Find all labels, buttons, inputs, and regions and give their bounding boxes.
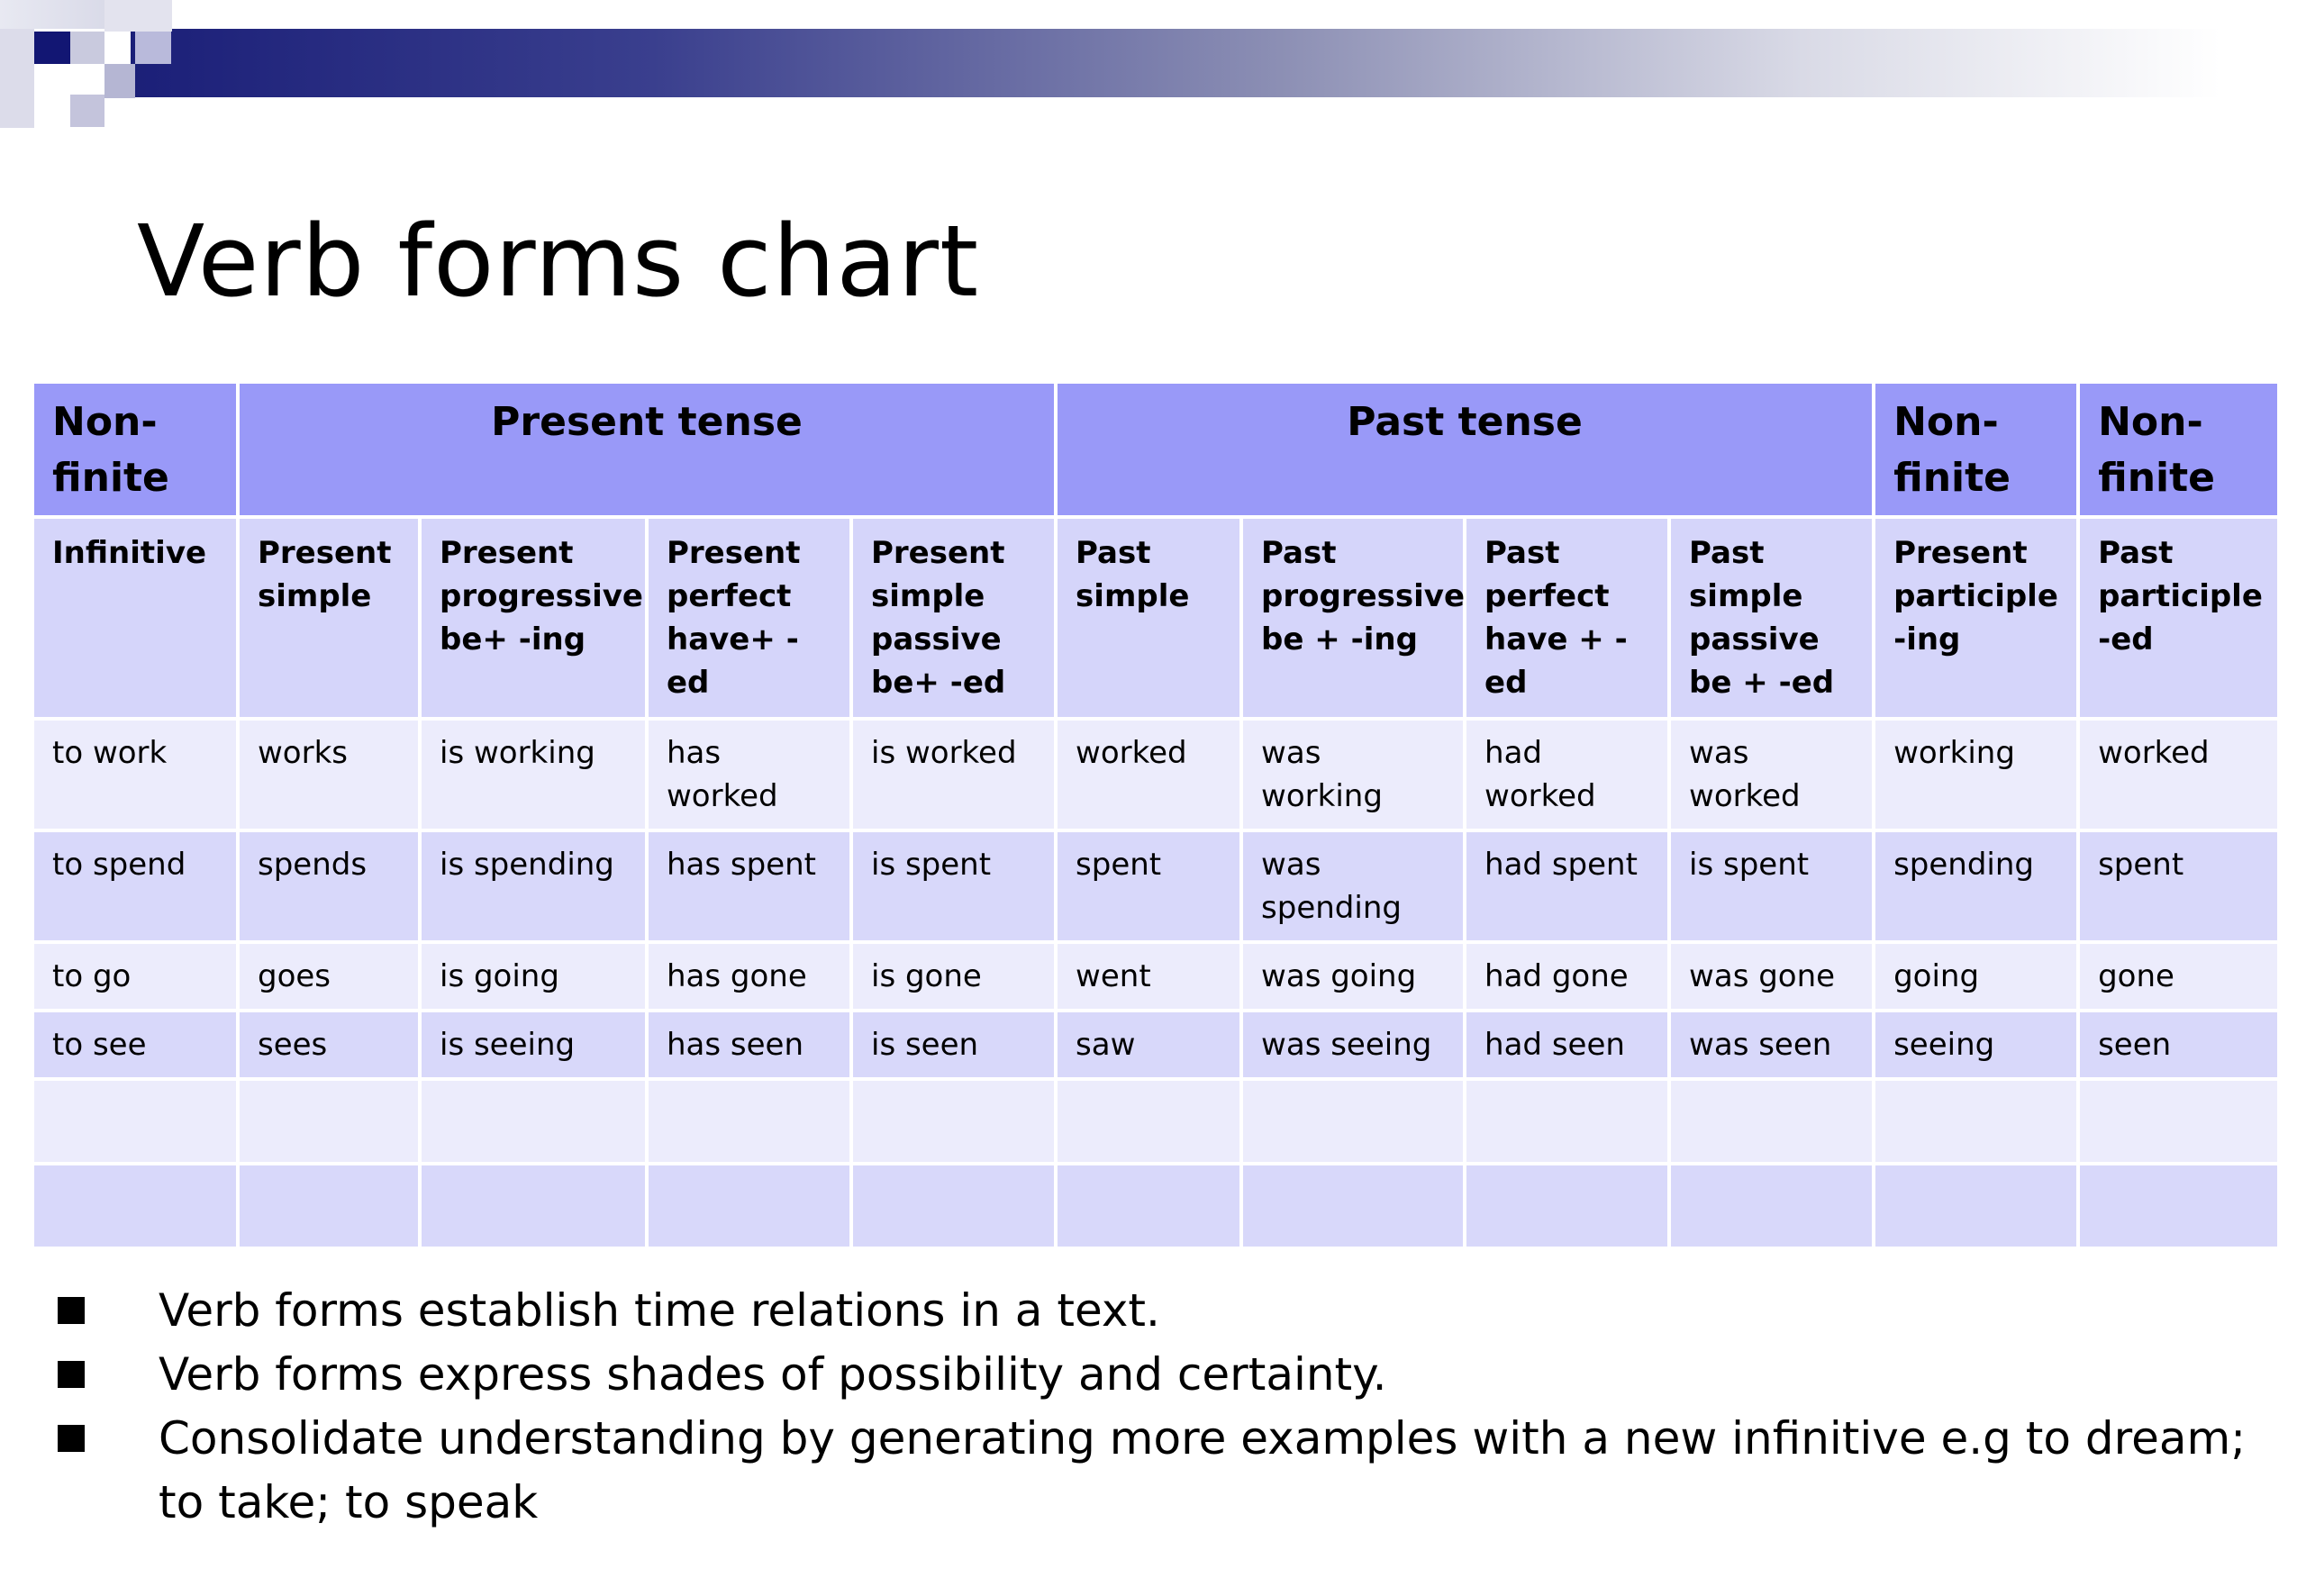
empty-table-cell	[420, 1079, 647, 1164]
table-cell: had spent	[1465, 830, 1669, 942]
table-cell: is worked	[851, 719, 1056, 830]
table-cell: is working	[420, 719, 647, 830]
empty-table-cell	[851, 1164, 1056, 1248]
bullet-text: Verb forms express shades of possibility and certainty.	[159, 1348, 1387, 1401]
table-cell: went	[1056, 942, 1241, 1011]
column-header-cell: Present progressive be+ -ing	[420, 517, 647, 719]
column-header-row	[32, 517, 2279, 719]
empty-table-cell	[1056, 1079, 1241, 1164]
empty-table-cell	[1874, 1164, 2078, 1248]
banner-square	[104, 0, 172, 32]
table-cell: seeing	[1874, 1011, 2078, 1079]
banner-square	[70, 32, 104, 64]
table-cell: has seen	[647, 1011, 851, 1079]
table-cell: has worked	[647, 719, 851, 830]
table-cell: seen	[2078, 1011, 2279, 1079]
table-cell: to work	[32, 719, 238, 830]
bullet-item	[52, 1407, 2268, 1535]
table-cell: was seen	[1669, 1011, 1874, 1079]
table-cell: spent	[1056, 830, 1241, 942]
empty-table-cell	[32, 1164, 238, 1248]
bullet-text: Consolidate understanding by generating more examples with a new infinitive e.g to dream; to take; to speak	[159, 1412, 2247, 1528]
table-row	[32, 1011, 2279, 1079]
column-header-cell: Present perfect have+ -ed	[647, 517, 851, 719]
square-bullet-icon	[58, 1425, 85, 1452]
table-cell: sees	[238, 1011, 420, 1079]
verb-forms-table	[31, 380, 2281, 1250]
table-cell: was spending	[1241, 830, 1465, 942]
empty-table-cell	[2078, 1164, 2279, 1248]
empty-table-cell	[1669, 1079, 1874, 1164]
table-body	[32, 719, 2279, 1248]
column-header-cell: Past perfect have + -ed	[1465, 517, 1669, 719]
table-cell: works	[238, 719, 420, 830]
empty-table-cell	[2078, 1079, 2279, 1164]
empty-table-cell	[238, 1079, 420, 1164]
table-cell: goes	[238, 942, 420, 1011]
empty-table-row	[32, 1079, 2279, 1164]
table-cell: was worked	[1669, 719, 1874, 830]
table-cell: was going	[1241, 942, 1465, 1011]
column-header-cell: Infinitive	[32, 517, 238, 719]
table-cell: spent	[2078, 830, 2279, 942]
table-cell: has spent	[647, 830, 851, 942]
empty-table-cell	[238, 1164, 420, 1248]
group-header-row	[32, 382, 2279, 517]
table-cell: had gone	[1465, 942, 1669, 1011]
table-cell: is seen	[851, 1011, 1056, 1079]
table-cell: worked	[1056, 719, 1241, 830]
bullet-list	[52, 1279, 2268, 1535]
column-header-cell: Present simple passive be+ -ed	[851, 517, 1056, 719]
table-cell: had worked	[1465, 719, 1669, 830]
table-cell: was seeing	[1241, 1011, 1465, 1079]
empty-table-cell	[1056, 1164, 1241, 1248]
column-header-cell: Past simple	[1056, 517, 1241, 719]
bullet-text: Verb forms establish time relations in a text.	[159, 1284, 1160, 1337]
banner-square	[34, 32, 70, 64]
empty-table-cell	[647, 1079, 851, 1164]
table-cell: gone	[2078, 942, 2279, 1011]
group-header-cell: Non- finite	[2078, 382, 2279, 517]
table-cell: to see	[32, 1011, 238, 1079]
group-header-cell: Present tense	[238, 382, 1056, 517]
column-header-cell: Past participle -ed	[2078, 517, 2279, 719]
table-cell: to spend	[32, 830, 238, 942]
empty-table-cell	[32, 1079, 238, 1164]
banner-square	[135, 32, 171, 64]
group-header-cell: Past tense	[1056, 382, 1874, 517]
table-row	[32, 942, 2279, 1011]
table-cell: going	[1874, 942, 2078, 1011]
table-cell: is gone	[851, 942, 1056, 1011]
empty-table-cell	[851, 1079, 1056, 1164]
banner-gradient-bar	[131, 29, 2220, 97]
table-cell: was working	[1241, 719, 1465, 830]
column-header-cell: Present simple	[238, 517, 420, 719]
table-cell: spending	[1874, 830, 2078, 942]
group-header-cell: Non- finite	[32, 382, 238, 517]
empty-table-cell	[420, 1164, 647, 1248]
table-cell: spends	[238, 830, 420, 942]
table-cell: worked	[2078, 719, 2279, 830]
table-cell: was gone	[1669, 942, 1874, 1011]
empty-table-cell	[647, 1164, 851, 1248]
column-header-cell: Past progressive be + -ing	[1241, 517, 1465, 719]
table-row	[32, 830, 2279, 942]
table-cell: is spent	[851, 830, 1056, 942]
table-cell: had seen	[1465, 1011, 1669, 1079]
banner-square	[104, 64, 135, 98]
empty-table-cell	[1874, 1079, 2078, 1164]
empty-table-cell	[1241, 1164, 1465, 1248]
table-cell: is spent	[1669, 830, 1874, 942]
empty-table-cell	[1465, 1079, 1669, 1164]
column-header-cell: Past simple passive be + -ed	[1669, 517, 1874, 719]
bullet-item	[52, 1279, 2268, 1343]
empty-table-cell	[1241, 1079, 1465, 1164]
table-row	[32, 719, 2279, 830]
column-header-cell: Present participle -ing	[1874, 517, 2078, 719]
group-header-cell: Non- finite	[1874, 382, 2078, 517]
banner-square	[70, 95, 104, 127]
bullet-item	[52, 1343, 2268, 1407]
table-cell: is seeing	[420, 1011, 647, 1079]
square-bullet-icon	[58, 1297, 85, 1324]
table-cell: has gone	[647, 942, 851, 1011]
table-cell: is going	[420, 942, 647, 1011]
table-cell: saw	[1056, 1011, 1241, 1079]
empty-table-cell	[1465, 1164, 1669, 1248]
empty-table-row	[32, 1164, 2279, 1248]
square-bullet-icon	[58, 1361, 85, 1388]
table-cell: working	[1874, 719, 2078, 830]
banner-square	[0, 29, 34, 128]
table-cell: to go	[32, 942, 238, 1011]
slide-title: Verb forms chart	[137, 204, 980, 319]
empty-table-cell	[1669, 1164, 1874, 1248]
header-banner	[0, 0, 2306, 135]
table-cell: is spending	[420, 830, 647, 942]
